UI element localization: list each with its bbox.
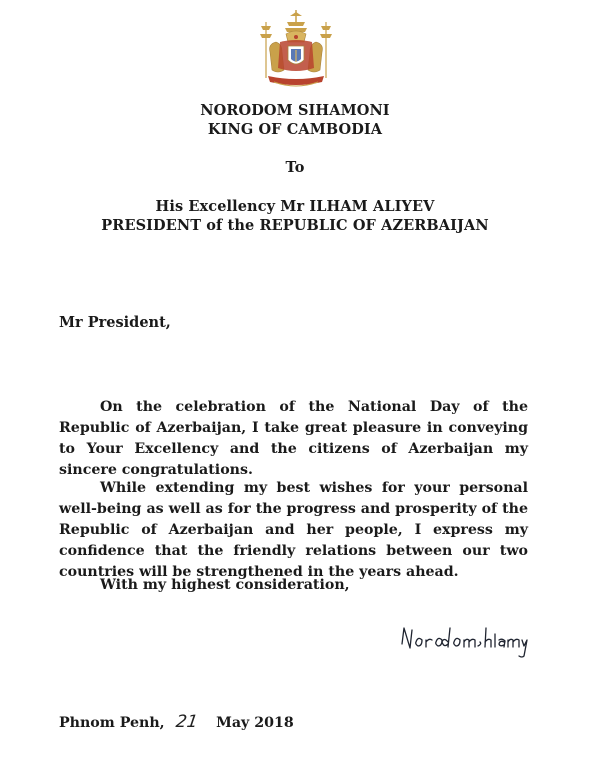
recipient-block: [0, 197, 590, 235]
sender-title: KING OF CAMBODIA: [207, 121, 383, 138]
month-year-text: May 2018: [216, 715, 294, 731]
body-paragraph-1: [59, 397, 528, 481]
recipient-line2: PRESIDENT of the REPUBLIC OF AZERBAIJAN: [101, 217, 489, 234]
body-paragraph-2-text: While extending my best wishes for your personal well-being as well as for the progress and prosperity of the Republic of Azerbaijan and her people, I express my confidence that the friendly relations between our two countries will be strengthened in the years ahead.: [59, 480, 528, 580]
to-label: To: [285, 159, 305, 176]
handwritten-signature-icon: [398, 620, 530, 660]
sender-name: NORODOM SIHAMONI: [200, 102, 390, 119]
sender-block: [0, 101, 590, 139]
handwritten-day: 21: [174, 712, 199, 732]
place-text: Phnom Penh,: [59, 715, 165, 731]
salutation: Mr President,: [59, 314, 171, 331]
recipient-line1: His Excellency Mr ILHAM ALIYEV: [155, 198, 435, 215]
body-paragraph-1-text: On the celebration of the National Day of the Republic of Azerbaijan, I take great pleasure in conveying to Your Excellency and the citizens of Azerbaijan my sincere congratulations.: [59, 399, 528, 478]
body-paragraph-2: [59, 478, 528, 583]
closing: With my highest consideration,: [100, 577, 350, 593]
royal-coat-of-arms-icon: [256, 8, 336, 92]
place-date-line: [59, 712, 294, 732]
